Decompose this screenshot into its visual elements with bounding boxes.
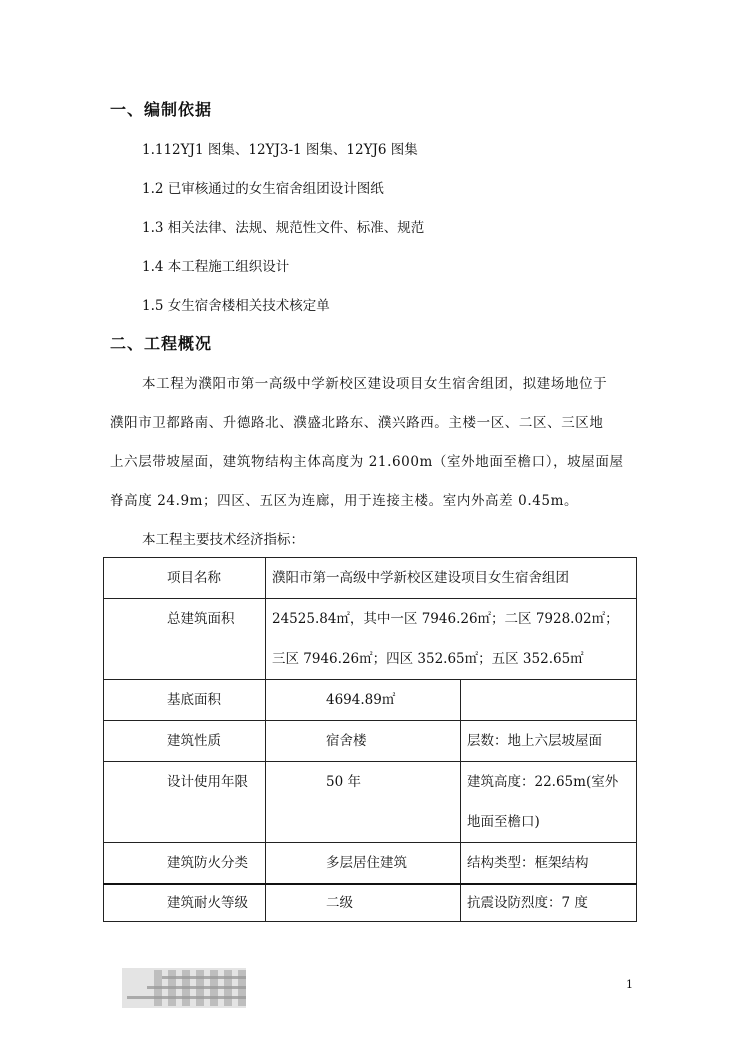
cell-value: 多层居住建筑 xyxy=(326,855,407,871)
cell-label: 设计使用年限 xyxy=(167,774,248,790)
cell-value: 三区 7946.26㎡；四区 352.65㎡；五区 352.65㎡ xyxy=(272,651,584,667)
paragraph-line: 上六层带坡屋面，建筑物结构主体高度为 21.600m（室外地面至檐口），坡屋面屋 xyxy=(110,454,624,470)
page-number: 1 xyxy=(626,978,633,991)
cell-label: 建筑耐火等级 xyxy=(167,895,248,911)
table-row xyxy=(104,721,637,762)
cell-value: 4694.89㎡ xyxy=(326,692,396,708)
paragraph-line: 濮阳市卫都路南、升德路北、濮盛北路东、濮兴路西。主楼一区、二区、三区地 xyxy=(110,415,604,431)
cell-extra: 建筑高度：22.65m(室外 xyxy=(467,774,619,790)
cell-extra xyxy=(467,680,636,720)
section-heading-basis: 一、编制依据 xyxy=(110,100,213,119)
table-row xyxy=(104,843,637,885)
section-heading-overview: 二、工程概况 xyxy=(110,334,213,353)
cell-label: 总建筑面积 xyxy=(167,611,235,627)
cell-extra: 结构类型：框架结构 xyxy=(467,855,589,871)
cell-label: 建筑防火分类 xyxy=(167,855,248,871)
list-item: 1.4 本工程施工组织设计 xyxy=(142,259,290,275)
cell-label: 基底面积 xyxy=(167,692,221,708)
list-item: 1.112YJ1 图集、12YJ3-1 图集、12YJ6 图集 xyxy=(142,142,418,158)
cell-value: 濮阳市第一高级中学新校区建设项目女生宿舍组团 xyxy=(272,570,569,586)
cell-value: 50 年 xyxy=(326,774,361,790)
paragraph-line: 本工程为濮阳市第一高级中学新校区建设项目女生宿舍组团，拟建场地位于 xyxy=(142,376,608,392)
cell-value: 宿舍楼 xyxy=(326,733,367,749)
indicator-table xyxy=(103,557,637,922)
cell-extra: 层数：地上六层坡屋面 xyxy=(467,733,602,749)
table-row xyxy=(104,599,637,680)
list-item: 1.2 已审核通过的女生宿舍组团设计图纸 xyxy=(142,181,384,197)
cell-extra: 抗震设防烈度：7 度 xyxy=(467,895,588,911)
cell-label: 项目名称 xyxy=(167,570,221,586)
company-logo xyxy=(122,968,246,1008)
cell-value: 24525.84㎡，其中一区 7946.26㎡；二区 7928.02㎡； xyxy=(272,611,619,627)
table-row xyxy=(104,884,637,922)
list-item: 1.5 女生宿舍楼相关技术核定单 xyxy=(142,298,330,314)
table-row xyxy=(104,762,637,843)
cell-label: 建筑性质 xyxy=(167,733,221,749)
cell-value: 二级 xyxy=(326,895,353,911)
cell-extra: 地面至檐口) xyxy=(467,814,540,830)
table-row xyxy=(104,558,637,599)
list-item: 1.3 相关法律、法规、规范性文件、标准、规范 xyxy=(142,220,425,236)
paragraph-line: 脊高度 24.9m；四区、五区为连廊，用于连接主楼。室内外高差 0.45m。 xyxy=(110,493,579,509)
table-intro: 本工程主要技术经济指标： xyxy=(142,532,304,548)
table-row xyxy=(104,680,637,721)
